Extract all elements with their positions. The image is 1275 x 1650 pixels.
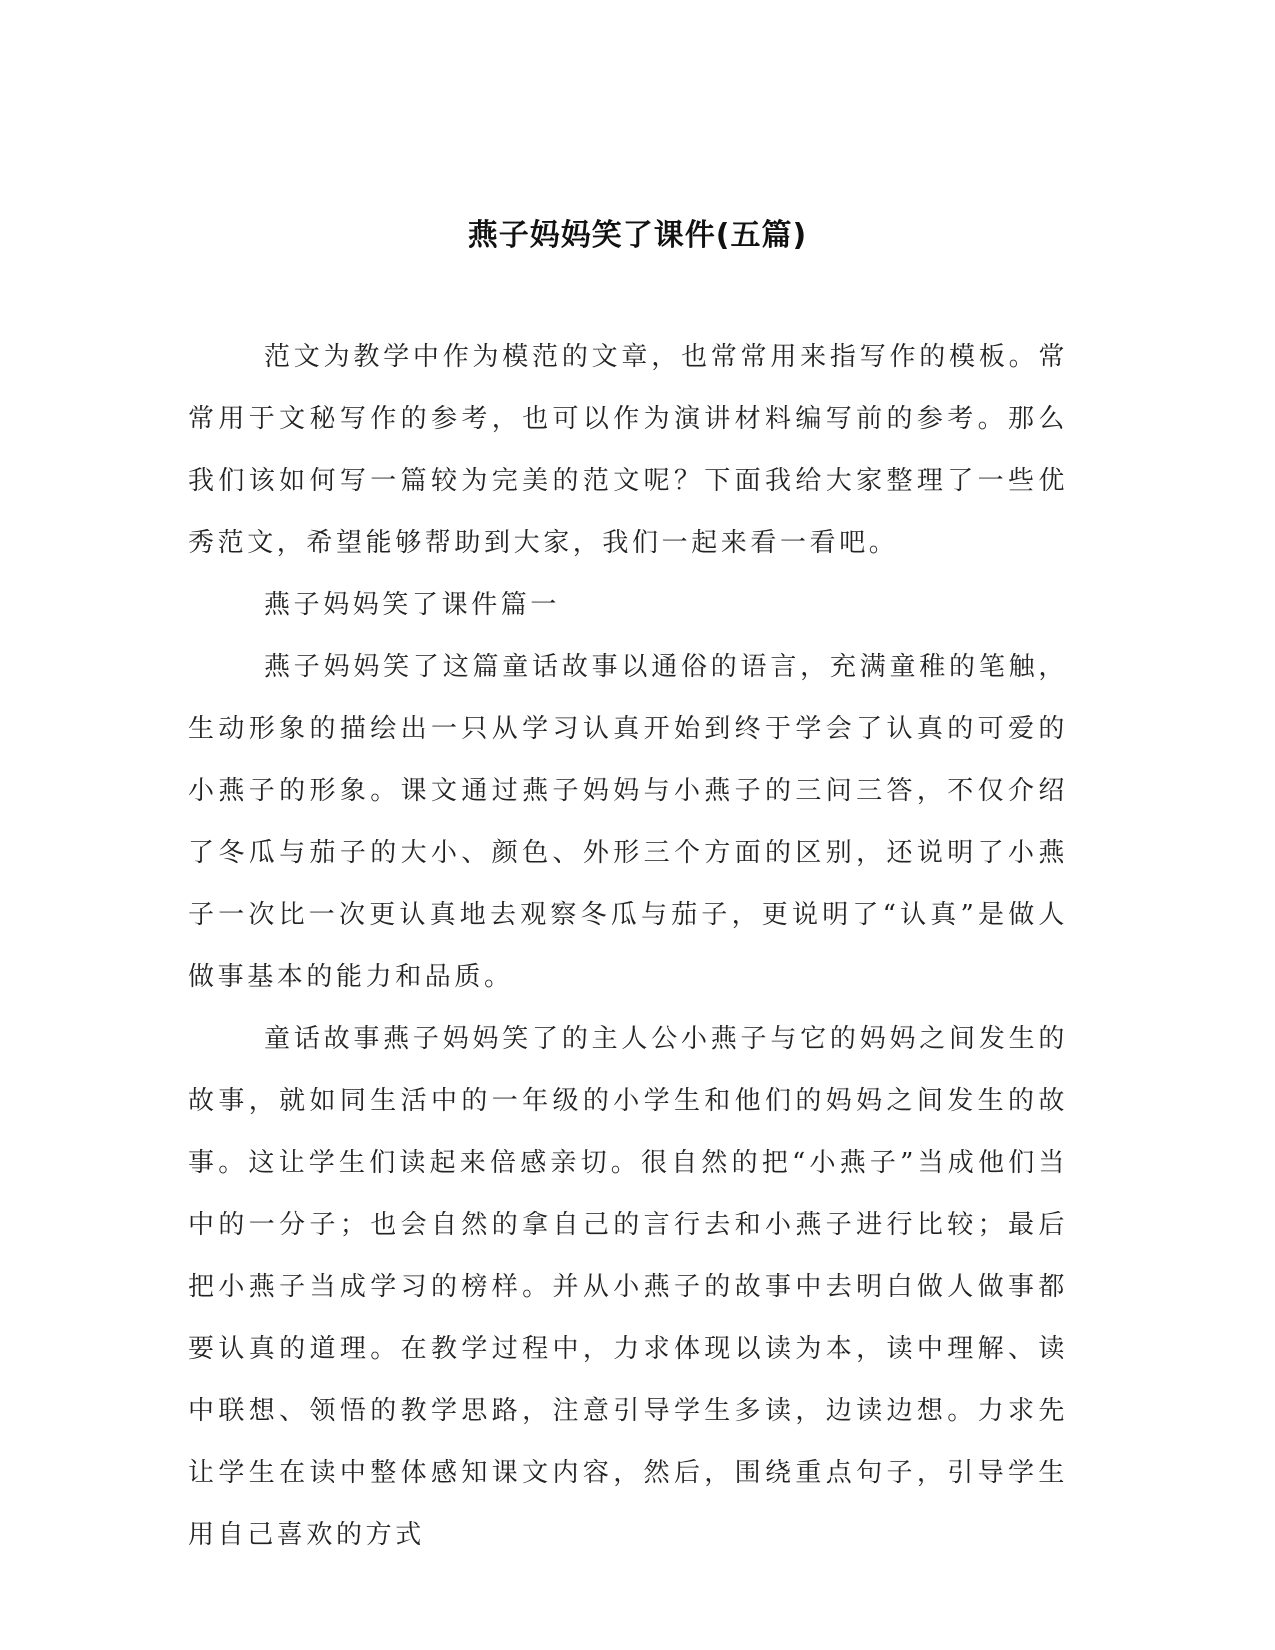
intro-paragraph: 范文为教学中作为模范的文章，也常常用来指写作的模板。常常用于文秘写作的参考，也可以作为演讲材料编写前的参考。那么我们该如何写一篇较为完美的范文呢？下面我给大家整理了一些优秀范文，希望能够帮助到大家，我们一起来看一看吧。 bbox=[188, 342, 1068, 558]
document-title: 燕子妈妈笑了课件(五篇) bbox=[467, 218, 808, 253]
body-paragraph: 燕子妈妈笑了这篇童话故事以通俗的语言，充满童稚的笔触，生动形象的描绘出一只从学习认真开始到终于学会了认真的可爱的小燕子的形象。课文通过燕子妈妈与小燕子的三问三答，不仅介绍了冬瓜与茄子的大小、颜色、外形三个方面的区别，还说明了小燕子一次比一次更认真地去观察冬瓜与茄子，更说明了“认真”是做人做事基本的能力和品质。 bbox=[188, 652, 1068, 992]
document-body bbox=[188, 326, 1068, 1566]
body-paragraph: 童话故事燕子妈妈笑了的主人公小燕子与它的妈妈之间发生的故事，就如同生活中的一年级的小学生和他们的妈妈之间发生的故事。这让学生们读起来倍感亲切。很自然的把“小燕子”当成他们当中的一分子；也会自然的拿自己的言行去和小燕子进行比较；最后把小燕子当成学习的榜样。并从小燕子的故事中去明白做人做事都要认真的道理。在教学过程中，力求体现以读为本，读中理解、读中联想、领悟的教学思路，注意引导学生多读，边读边想。力求先让学生在读中整体感知课文内容，然后，围绕重点句子，引导学生用自己喜欢的方式 bbox=[188, 1024, 1068, 1550]
section-heading: 燕子妈妈笑了课件篇一 bbox=[264, 590, 561, 620]
